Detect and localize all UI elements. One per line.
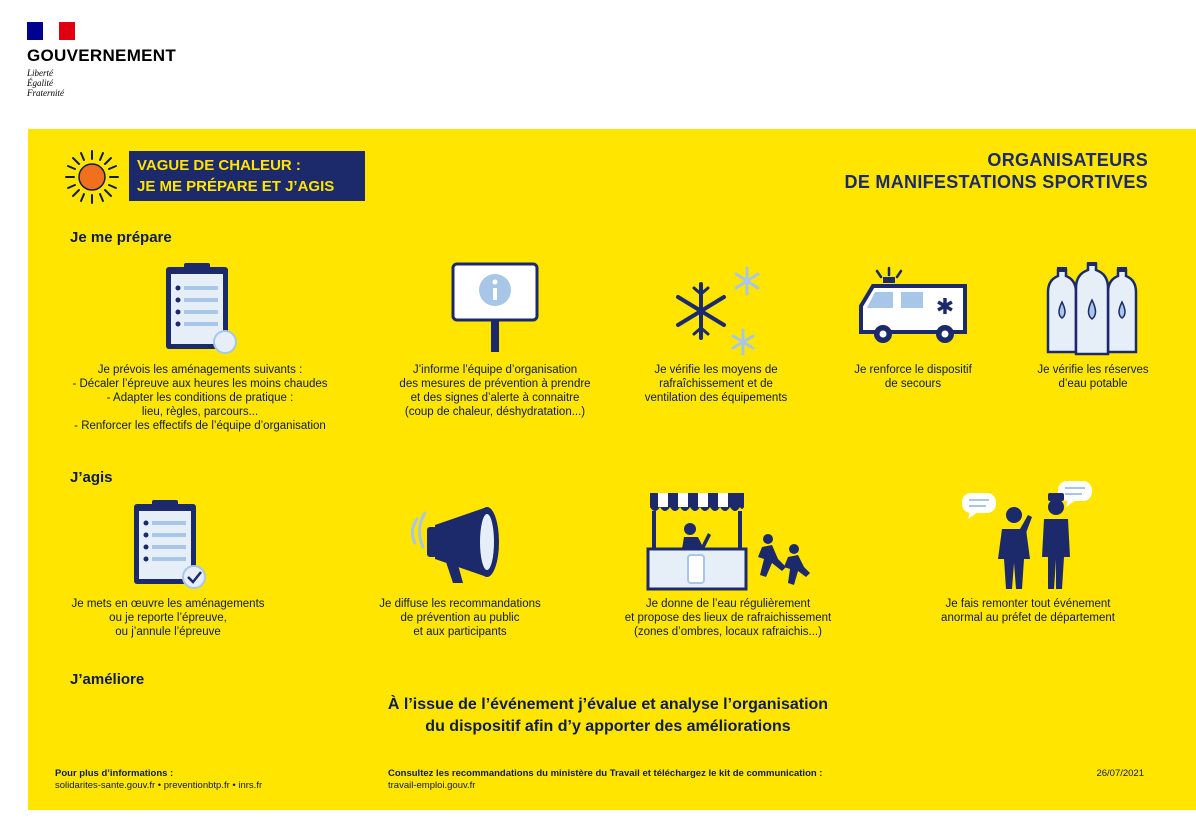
water-bottles-icon xyxy=(1038,262,1148,357)
footer-kit xyxy=(388,768,822,792)
prepare-item-rescue xyxy=(828,262,998,391)
agis-text-1: Je mets en œuvre les aménagements ou je reporte l’épreuve, ou j’annule l’épreuve xyxy=(71,598,265,638)
footer-info-links[interactable]: solidarites-sante.gouv.fr • preventionbtp.fr • inrs.fr xyxy=(55,780,263,791)
prepare-text-4: Je renforce le dispositif de secours xyxy=(854,364,972,390)
info-sign-icon xyxy=(450,262,540,357)
section-title-agis: J’agis xyxy=(70,469,113,486)
audience-title: ORGANISATEURS DE MANIFESTATIONS SPORTIVES xyxy=(844,150,1148,192)
water-stand-icon xyxy=(638,487,818,591)
gov-title: GOUVERNEMENT xyxy=(27,46,177,65)
agis-item-report xyxy=(918,479,1138,625)
prepare-text-5: Je vérifie les réserves d’eau potable xyxy=(1037,364,1149,390)
prepare-item-inform xyxy=(370,262,620,419)
footer-kit-label: Consultez les recommandations du ministère du Travail et téléchargez le kit de communication : xyxy=(388,768,823,779)
french-flag-icon xyxy=(27,22,75,40)
clipboard-check-icon xyxy=(128,499,208,591)
agis-text-2: Je diffuse les recommandations de prévention au public et aux participants xyxy=(379,598,541,638)
agis-item-water-stand xyxy=(608,487,848,639)
footer-kit-link[interactable]: travail-emploi.gouv.fr xyxy=(388,780,476,791)
clipboard-icon xyxy=(160,262,240,357)
ameliore-text: À l’issue de l’événement j’évalue et analyse l’organisation du dispositif afin d’y apporter des améliorations xyxy=(387,696,829,735)
gov-motto: Liberté Égalité Fraternité xyxy=(27,68,64,98)
section-title-ameliore: J’améliore xyxy=(70,671,145,688)
agis-item-implement xyxy=(48,499,288,639)
title-box xyxy=(129,151,365,201)
svg-text:✱: ✱ xyxy=(935,295,955,320)
prepare-item-adjustments xyxy=(50,262,350,433)
ambulance-icon xyxy=(853,262,973,357)
title-line2: JE ME PRÉPARE ET J’AGIS xyxy=(137,178,335,195)
footer-date: 26/07/2021 xyxy=(1096,768,1144,779)
section-title-prepare: Je me prépare xyxy=(70,229,172,246)
report-prefect-icon xyxy=(958,479,1098,591)
agis-text-4: Je fais remonter tout événement anormal au préfet de département xyxy=(941,598,1115,624)
footer-info xyxy=(55,768,262,792)
footer-info-label: Pour plus d’informations : xyxy=(55,768,174,779)
title-line1: VAGUE DE CHALEUR : xyxy=(137,157,301,174)
prepare-item-water xyxy=(1013,262,1173,391)
sun-icon xyxy=(64,149,120,205)
prepare-item-cooling xyxy=(626,262,806,405)
megaphone-icon xyxy=(405,499,515,591)
government-logo xyxy=(27,22,176,98)
prepare-text-1: Je prévois les aménagements suivants : - Décaler l’épreuve aux heures les moins chaudes - Adapter les conditions de pratique : lieu, règles, parcours... - Renforcer les effectifs de l’équipe d’organisation xyxy=(72,364,328,432)
poster xyxy=(28,129,1196,810)
prepare-text-3: Je vérifie les moyens de rafraîchissement et de ventilation des équipements xyxy=(644,364,788,404)
agis-text-3: Je donne de l’eau régulièrement et propose des lieux de rafraichissement (zones d’ombres, locaux rafraichis...) xyxy=(624,598,832,638)
agis-item-broadcast xyxy=(350,499,570,639)
prepare-text-2: J’informe l’équipe d’organisation des mesures de prévention à prendre et des signes d’alerte à connaitre (coup de chaleur, déshydratation...) xyxy=(399,364,591,418)
snowflake-icon xyxy=(661,262,771,357)
